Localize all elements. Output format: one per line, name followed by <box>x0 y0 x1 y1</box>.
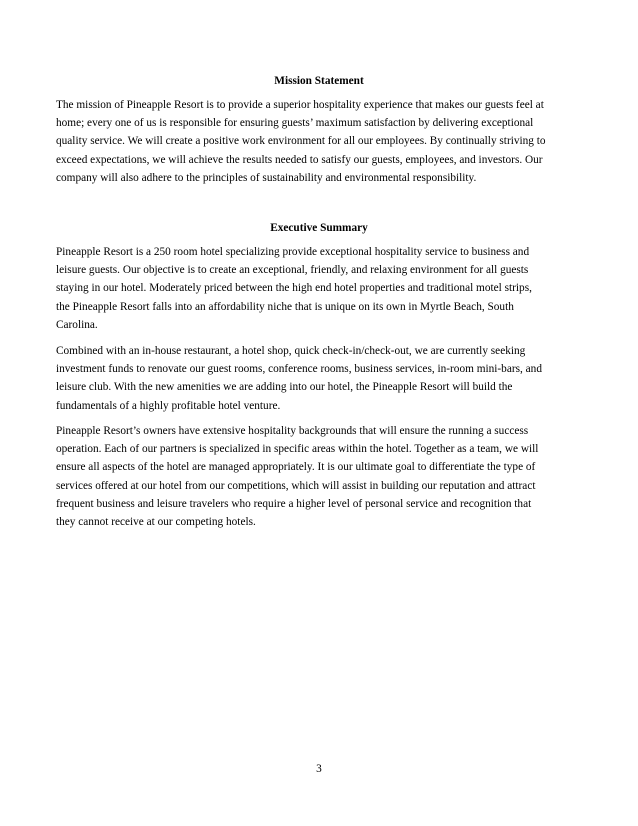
paragraph-line: Pineapple Resort is a 250 room hotel specializing provide exceptional hospitality service to business and <box>56 246 530 258</box>
paragraph-line: services offered at our hotel from our competitions, which will assist in building our reputation and attract <box>56 479 536 492</box>
paragraph-line: The mission of Pineapple Resort is to provide a superior hospitality experience that makes our guests feel at <box>56 99 544 111</box>
mission-statement-paragraph <box>56 96 582 187</box>
paragraph-line: home; every one of us is responsible for ensuring guests’ maximum satisfaction by delivering exceptional <box>56 117 534 130</box>
paragraph-line: exceed expectations, we will achieve the results needed to satisfy our guests, employees, and investors. Our <box>56 153 543 166</box>
paragraph-line: company will also adhere to the principles of sustainability and environmental responsibility. <box>56 171 477 184</box>
paragraph-line: investment funds to renovate our guest rooms, conference rooms, business services, in-room mini-bars, and <box>56 363 542 376</box>
paragraph-line: Pineapple Resort’s owners have extensive hospitality backgrounds that will ensure the running a success <box>56 425 529 437</box>
paragraph-line: leisure club. With the new amenities we are adding into our hotel, the Pineapple Resort will build the <box>56 381 513 394</box>
executive-summary-paragraph-2 <box>56 342 582 415</box>
paragraph-line: fundamentals of a highly profitable hotel venture. <box>56 399 281 412</box>
paragraph-line: the Pineapple Resort falls into an affordability niche that is unique on its own in Myrtle Beach, South <box>56 300 514 313</box>
paragraph-line: frequent business and leisure travelers who require a higher level of personal service and recognition that <box>56 497 532 510</box>
mission-statement-heading: Mission Statement <box>274 75 364 87</box>
paragraph-line: staying in our hotel. Moderately priced between the high end hotel properties and traditional motel strips, <box>56 282 532 295</box>
paragraph-line: Carolina. <box>56 318 98 331</box>
paragraph-line: Combined with an in-house restaurant, a hotel shop, quick check-in/check-out, we are currently seeking <box>56 345 526 357</box>
paragraph-line: leisure guests. Our objective is to create an exceptional, friendly, and relaxing environment for all guests <box>56 264 529 277</box>
paragraph-line: operation. Each of our partners is specialized in specific areas within the hotel. Together as a team, we will <box>56 443 539 456</box>
executive-summary-paragraph-1 <box>56 243 582 334</box>
paragraph-line: quality service. We will create a positive work environment for all our employees. By continually striving to <box>56 135 546 148</box>
executive-summary-heading: Executive Summary <box>270 222 368 234</box>
paragraph-line: ensure all aspects of the hotel are managed appropriately. It is our ultimate goal to differentiate the type of <box>56 461 536 474</box>
executive-summary-paragraph-3 <box>56 422 582 531</box>
paragraph-line: they cannot receive at our competing hotels. <box>56 516 256 529</box>
page-number: 3 <box>316 763 322 775</box>
